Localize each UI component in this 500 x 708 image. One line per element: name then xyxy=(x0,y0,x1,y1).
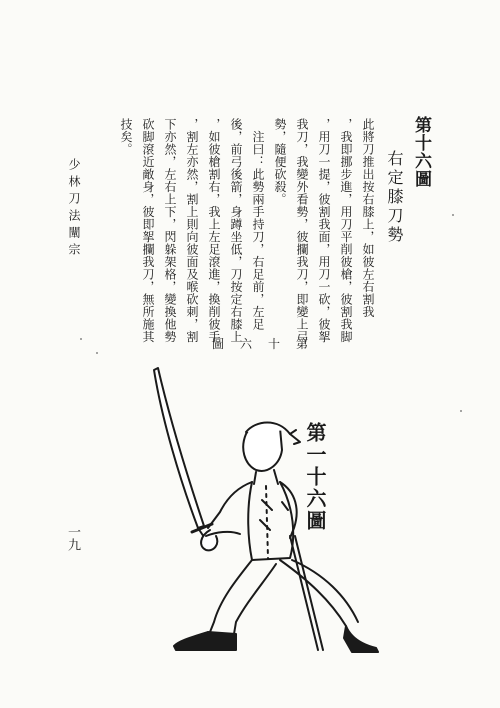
body-line: ，用刀一提，彼割我面，用刀一砍，彼挐 xyxy=(317,118,331,343)
body-line: ，割左亦然，割上則向彼面及喉砍刺，割 xyxy=(185,118,199,343)
posture-name: 右定膝刀勢 xyxy=(385,150,404,245)
paper-speck xyxy=(80,338,82,340)
figure-handwritten-label: 第一十六圖 xyxy=(303,422,327,532)
body-line: 下亦然，左右上下，閃躲架格，變換他勢 xyxy=(163,118,177,343)
page-number: 一九 xyxy=(65,525,80,551)
swordsman-illustration xyxy=(140,360,400,660)
body-line: ，如彼槍割右，我上左足滾進，換削彼手 xyxy=(207,118,221,343)
paper-speck xyxy=(452,214,454,216)
body-line: ，我即挪步進，用刀平削彼槍，彼割我脚 xyxy=(339,118,353,343)
body-line: 勢，隨便砍殺。 xyxy=(273,118,287,206)
body-line: 技矣。 xyxy=(119,118,133,156)
page-title: 第十六圖 xyxy=(411,116,431,188)
body-line: 此將刀推出按右膝上，如彼左右割我 xyxy=(361,118,375,318)
paper-speck xyxy=(96,352,98,354)
figure-caption: 圖六十第 xyxy=(212,337,325,351)
book-name: 少林刀法闡宗 xyxy=(67,158,81,260)
paper-speck xyxy=(460,410,462,412)
body-line: 砍脚滾近敵身，彼即挐攔我刀，無所施其 xyxy=(141,118,155,343)
body-line: 我刀，我變外看勢，彼攔我刀，即變上弓 xyxy=(295,118,309,343)
body-line: 後，前弓後箭，身蹲坐低，刀按定右膝上 xyxy=(229,118,243,343)
body-line: 注曰：此勢兩手持刀，右足前，左足 xyxy=(251,118,265,331)
